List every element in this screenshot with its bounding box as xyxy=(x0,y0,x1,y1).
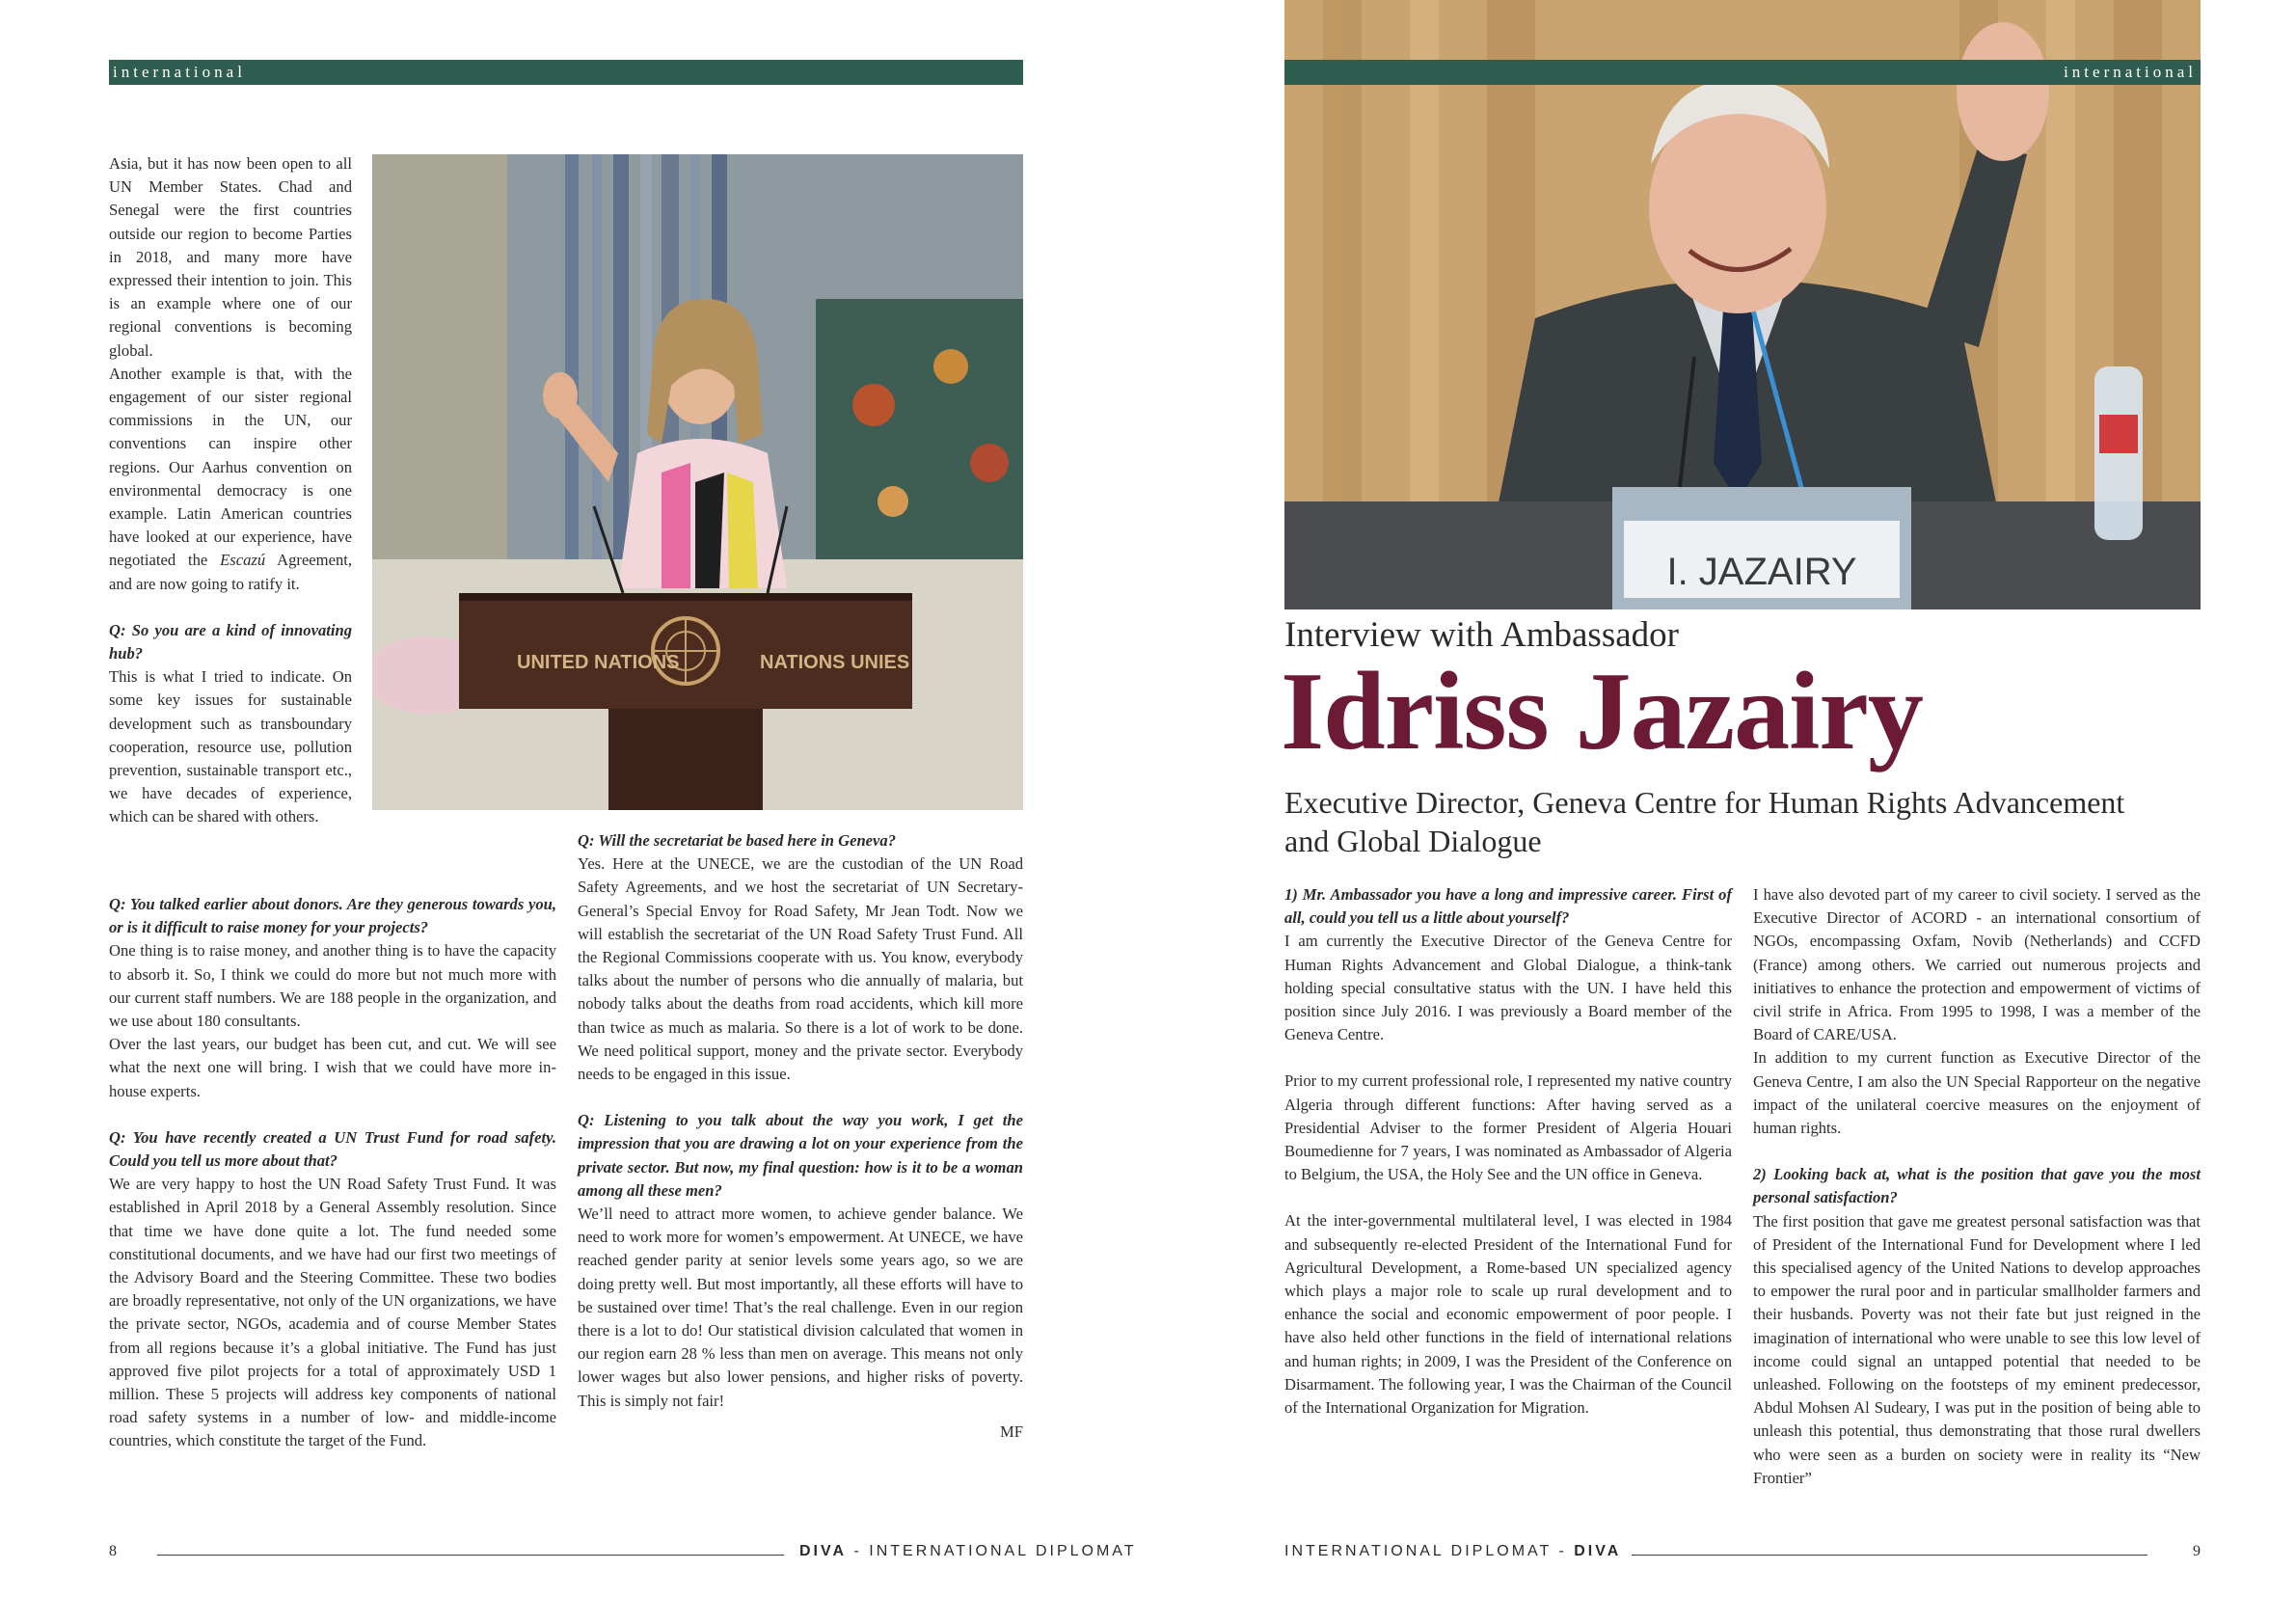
question: Q: Listening to you talk about the way you work, I get the impression that you are drawing a lot on your experience from the private sector. But now, my final question: how is it to be a woman among all these men? xyxy=(578,1111,1023,1200)
signature: MF xyxy=(1000,1421,1023,1441)
footer-title-right: INTERNATIONAL DIPLOMAT xyxy=(1284,1543,1552,1559)
question: Q: Will the secretariat be based here in Geneva? xyxy=(578,831,896,850)
headline-intro: Interview with Ambassador xyxy=(1284,615,1679,655)
left-column-2 xyxy=(578,829,1023,1444)
question: Q: You have recently created a UN Trust Fund for road safety. Could you tell us more about that? xyxy=(109,1127,556,1171)
paragraph: In addition to my current function as Executive Director of the Geneva Centre, I am also the UN Special Rapporteur on the negative impact of the unilateral coercive measures on the enjoyment of human rights. xyxy=(1753,1048,2201,1138)
question: 1) Mr. Ambassador you have a long and impressive career. First of all, could you tell us a little about yourself? xyxy=(1284,885,1732,928)
section-label-left: international xyxy=(113,63,246,81)
ambassador-photo xyxy=(1284,0,2201,609)
right-column-2 xyxy=(1753,883,2201,1490)
footer-brand-right: DIVA xyxy=(1574,1543,1622,1559)
question: Q: You talked earlier about donors. Are they generous towards you, or is it difficult to raise money for your projects? xyxy=(109,895,556,937)
paragraph: I have also devoted part of my career to civil society. I served as the Executive Director of ACORD - an international consortium of NGOs, encompassing Oxfam, Novib (Netherlands) and CCFD (France) among others. We carried out numerous projects and initiatives to enhance the protection and empowerment of victims of civil strife in Africa. From 1995 to 1998, I was a member of the Board of CARE/USA. xyxy=(1753,885,2201,1044)
paragraph: The first position that gave me greatest personal satisfaction was that of President of the International Fund for Development where I led this specialised agency of the United Nations to develop approaches to empower the rural poor and in particular smallholder farmers and their husbands. Poverty was not their fate but just reigned in the imagination of international who were unable to see this low level of income could signal an untapped potential that needed to be unleashed. Following on the footsteps of my eminent predecessor, Abdul Mohsen Al Sudeary, I was put in the position of being able to unleash this potential, thus demonstrating that those rural dwellers who were seen as a burden on society were in reality its “New Frontier” xyxy=(1753,1211,2201,1487)
left-column-1b xyxy=(109,893,556,1453)
footer-sep-right: - xyxy=(1552,1543,1575,1559)
right-column-1 xyxy=(1284,883,1732,1420)
paragraph: Yes. Here at the UNECE, we are the custodian of the UN Road Safety Agreements, and we host the secretariat of UN Secretary-General’s Special Envoy for Road Safety, Mr Jean Todt. Now we will establish the secretariat of the UN Road Safety Trust Fund. All the Regional Commissions cooperate with us. You know, everybody talks about the number of persons who die annually of malaria, but nobody talks about the deaths from road accidents, which kill more than twice as much as malaria. So there is a lot of work to be done. We need political support, money and the private sector. Everybody needs to be engaged in this issue. xyxy=(578,854,1023,1084)
paragraph: At the inter-governmental multilateral level, I was elected in 1984 and subsequently re-elected President of the International Fund for Agricultural Development, a Rome-based UN specialized agency which plays a major role to scale up rural development and to enhance the social and economic empowerment of poor people. I have also held other functions in the field of international relations and human rights; in 2009, I was the President of the Conference on Disarmament. The following year, I was the Chairman of the Council of the International Organization for Migration. xyxy=(1284,1211,1732,1418)
footer-left xyxy=(109,1543,1137,1566)
left-column-1 xyxy=(109,152,352,829)
footer-magazine-left xyxy=(799,1543,1137,1560)
question: 2) Looking back at, what is the position that gave you the most personal satisfaction? xyxy=(1753,1165,2201,1207)
question: Q: So you are a kind of innovating hub? xyxy=(109,620,352,663)
paragraph: This is what I tried to indicate. On some key issues for sustainable development such as transboundary cooperation, resource use, pollution prevention, sustainable transport etc., we have decades of experience, which can be shared with others. xyxy=(109,667,352,826)
page-number-left: 8 xyxy=(109,1543,117,1559)
footer-magazine-right xyxy=(1284,1543,1621,1560)
podium-label-right: NATIONS UNIES xyxy=(760,652,910,673)
footer-brand-left: DIVA xyxy=(799,1543,848,1559)
paragraph: We’ll need to attract more women, to achieve gender balance. We need to work more for women’s empowerment. At UNECE, we have reached gender parity at senior levels some years ago, so we are doing pretty well. But most importantly, all these efforts will have to be sustained over time! That’s the real challenge. Even in our region there is a lot to do! Our statistical division calculated that women in our region earn 28 % less than men on average. This means not only lower wages but also lower pensions, and higher risks of poverty. This is simply not fair! xyxy=(578,1204,1023,1410)
section-label-right: international xyxy=(2064,63,2197,81)
footer-title-left: INTERNATIONAL DIPLOMAT xyxy=(869,1543,1137,1559)
paragraph: One thing is to raise money, and another thing is to have the capacity to absorb it. So, I think we could do more but not much more with our current staff numbers. We are 188 people in the organization, and we use about 180 consultants. xyxy=(109,941,556,1031)
nameplate-text: I. JAZAIRY xyxy=(1666,551,1857,593)
section-band-right xyxy=(1284,60,2201,85)
footer-rule-left xyxy=(157,1555,784,1556)
ambassador-photo-illustration xyxy=(1284,0,2201,609)
paragraph: Another example is that, with the engagement of our sister regional commissions in the UN, our conventions can inspire other regions. Our Aarhus convention on environmental democracy is one example. Latin American countries have looked at our experience, have negotiated the Escazú Agreement, and are now going to ratify it. xyxy=(109,364,352,593)
headline-subtitle: Executive Director, Geneva Centre for Human Rights Advancement and Global Dialogue xyxy=(1284,785,2125,858)
footer-right xyxy=(1284,1543,2201,1566)
paragraph: Over the last years, our budget has been cut, and cut. We will see what the next one will bring. I wish that we could have more in-house experts. xyxy=(109,1035,556,1100)
podium-label-left: UNITED NATIONS xyxy=(517,652,680,673)
paragraph: I am currently the Executive Director of the Geneva Centre for Human Rights Advancement and Global Dialogue, a think-tank holding special consultative status with the UN. I have held this position since July 2016. I was previously a Board member of the Geneva Centre. xyxy=(1284,932,1732,1044)
speaker-photo xyxy=(372,154,1023,810)
paragraph: Prior to my current professional role, I represented my native country Algeria through different functions: After having served as a Presidential Adviser to the former President of Algeria Houari Boumedienne for 7 years, I was nominated as Ambassador of Algeria to Belgium, the USA, the Holy See and the UN office in Geneva. xyxy=(1284,1071,1732,1184)
headline-name: Idriss Jazairy xyxy=(1281,650,1923,773)
paragraph: We are very happy to host the UN Road Safety Trust Fund. It was established in April 2018 by a General Assembly resolution. Since that time we have done quite a lot. The fund needed some constitutional documents, and we have had our first two meetings of the Advisory Board and the Steering Committee. These two bodies are broadly representative, not only of the UN organizations, we have the private sector, NGOs, academia and of course Member States from all regions because it’s a global initiative. The Fund has just approved five pilot projects for a total of approximately USD 1 million. These 5 projects will address key components of national road safety systems in a number of low- and middle-income countries, which constitute the target of the Fund. xyxy=(109,1175,556,1450)
footer-rule-right xyxy=(1632,1555,2147,1556)
page-number-right: 9 xyxy=(2193,1543,2201,1559)
speaker-photo-illustration xyxy=(372,154,1023,810)
section-band-left xyxy=(109,60,1023,85)
footer-sep-left: - xyxy=(847,1543,870,1559)
paragraph: Asia, but it has now been open to all UN Member States. Chad and Senegal were the first countries outside our region to become Parties in 2018, and many more have expressed their intention to join. This is an example where one of our regional conventions is becoming global. xyxy=(109,154,352,360)
